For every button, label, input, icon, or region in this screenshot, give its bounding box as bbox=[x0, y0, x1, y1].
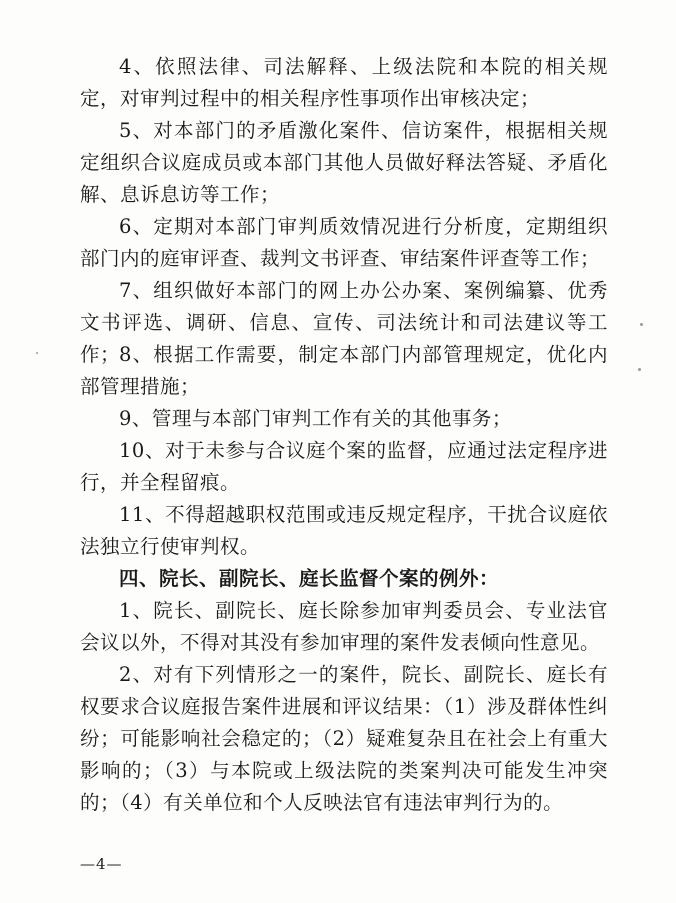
paragraph-item-9: 9、管理与本部门审判工作有关的其他事务； bbox=[119, 407, 512, 430]
paragraph-item-6: 6、定期对本部门审判质效情况进行分析度，定期组织部门内的庭审评查、裁判文书评查、审结案件评查等工作； bbox=[80, 215, 608, 270]
section-paragraph-1: 1、院长、副院长、庭长除参加审判委员会、专业法官会议以外，不得对其没有参加审理的案件发表倾向性意见。 bbox=[80, 599, 608, 654]
paragraph-item-5: 5、对本部门的矛盾激化案件、信访案件，根据相关规定组织合议庭成员或本部门其他人员做好释法答疑、矛盾化解、息诉息访等工作； bbox=[80, 119, 608, 206]
paragraph-item-4: 4、依照法律、司法解释、上级法院和本院的相关规定，对审判过程中的相关程序性事项作出审核决定； bbox=[80, 55, 608, 110]
page-number: —4— bbox=[80, 855, 123, 873]
paragraph-item-10: 10、对于未参与合议庭个案的监督，应通过法定程序进行，并全程留痕。 bbox=[80, 439, 608, 494]
scan-speck bbox=[640, 323, 643, 326]
paragraph-item-8: 8、根据工作需要，制定本部门内部管理规定，优化内部管理措施； bbox=[80, 343, 608, 398]
section-paragraph-2: 2、对有下列情形之一的案件，院长、副院长、庭长有权要求合议庭报告案件进展和评议结果：（1）涉及群体性纠纷；可能影响社会稳定的；（2）疑难复杂且在社会上有重大影响的；（3）与本院或上级法院的类案判决可能发生冲突的；（4）有关单位和个人反映法官有违法审判行为的。 bbox=[80, 663, 608, 814]
paragraph-item-7: 7、组织做好本部门的网上办公办案、案例编纂、优秀文书评选、调研、信息、宣传、司法统计和司法建议等工作； bbox=[80, 279, 608, 366]
section-heading: 四、院长、副院长、庭长监督个案的例外： bbox=[119, 567, 500, 590]
paragraph-item-11: 11、不得超越职权范围或违反规定程序，干扰合议庭依法独立行使审判权。 bbox=[80, 503, 608, 558]
scan-speck bbox=[638, 368, 641, 371]
scan-speck bbox=[36, 352, 38, 354]
